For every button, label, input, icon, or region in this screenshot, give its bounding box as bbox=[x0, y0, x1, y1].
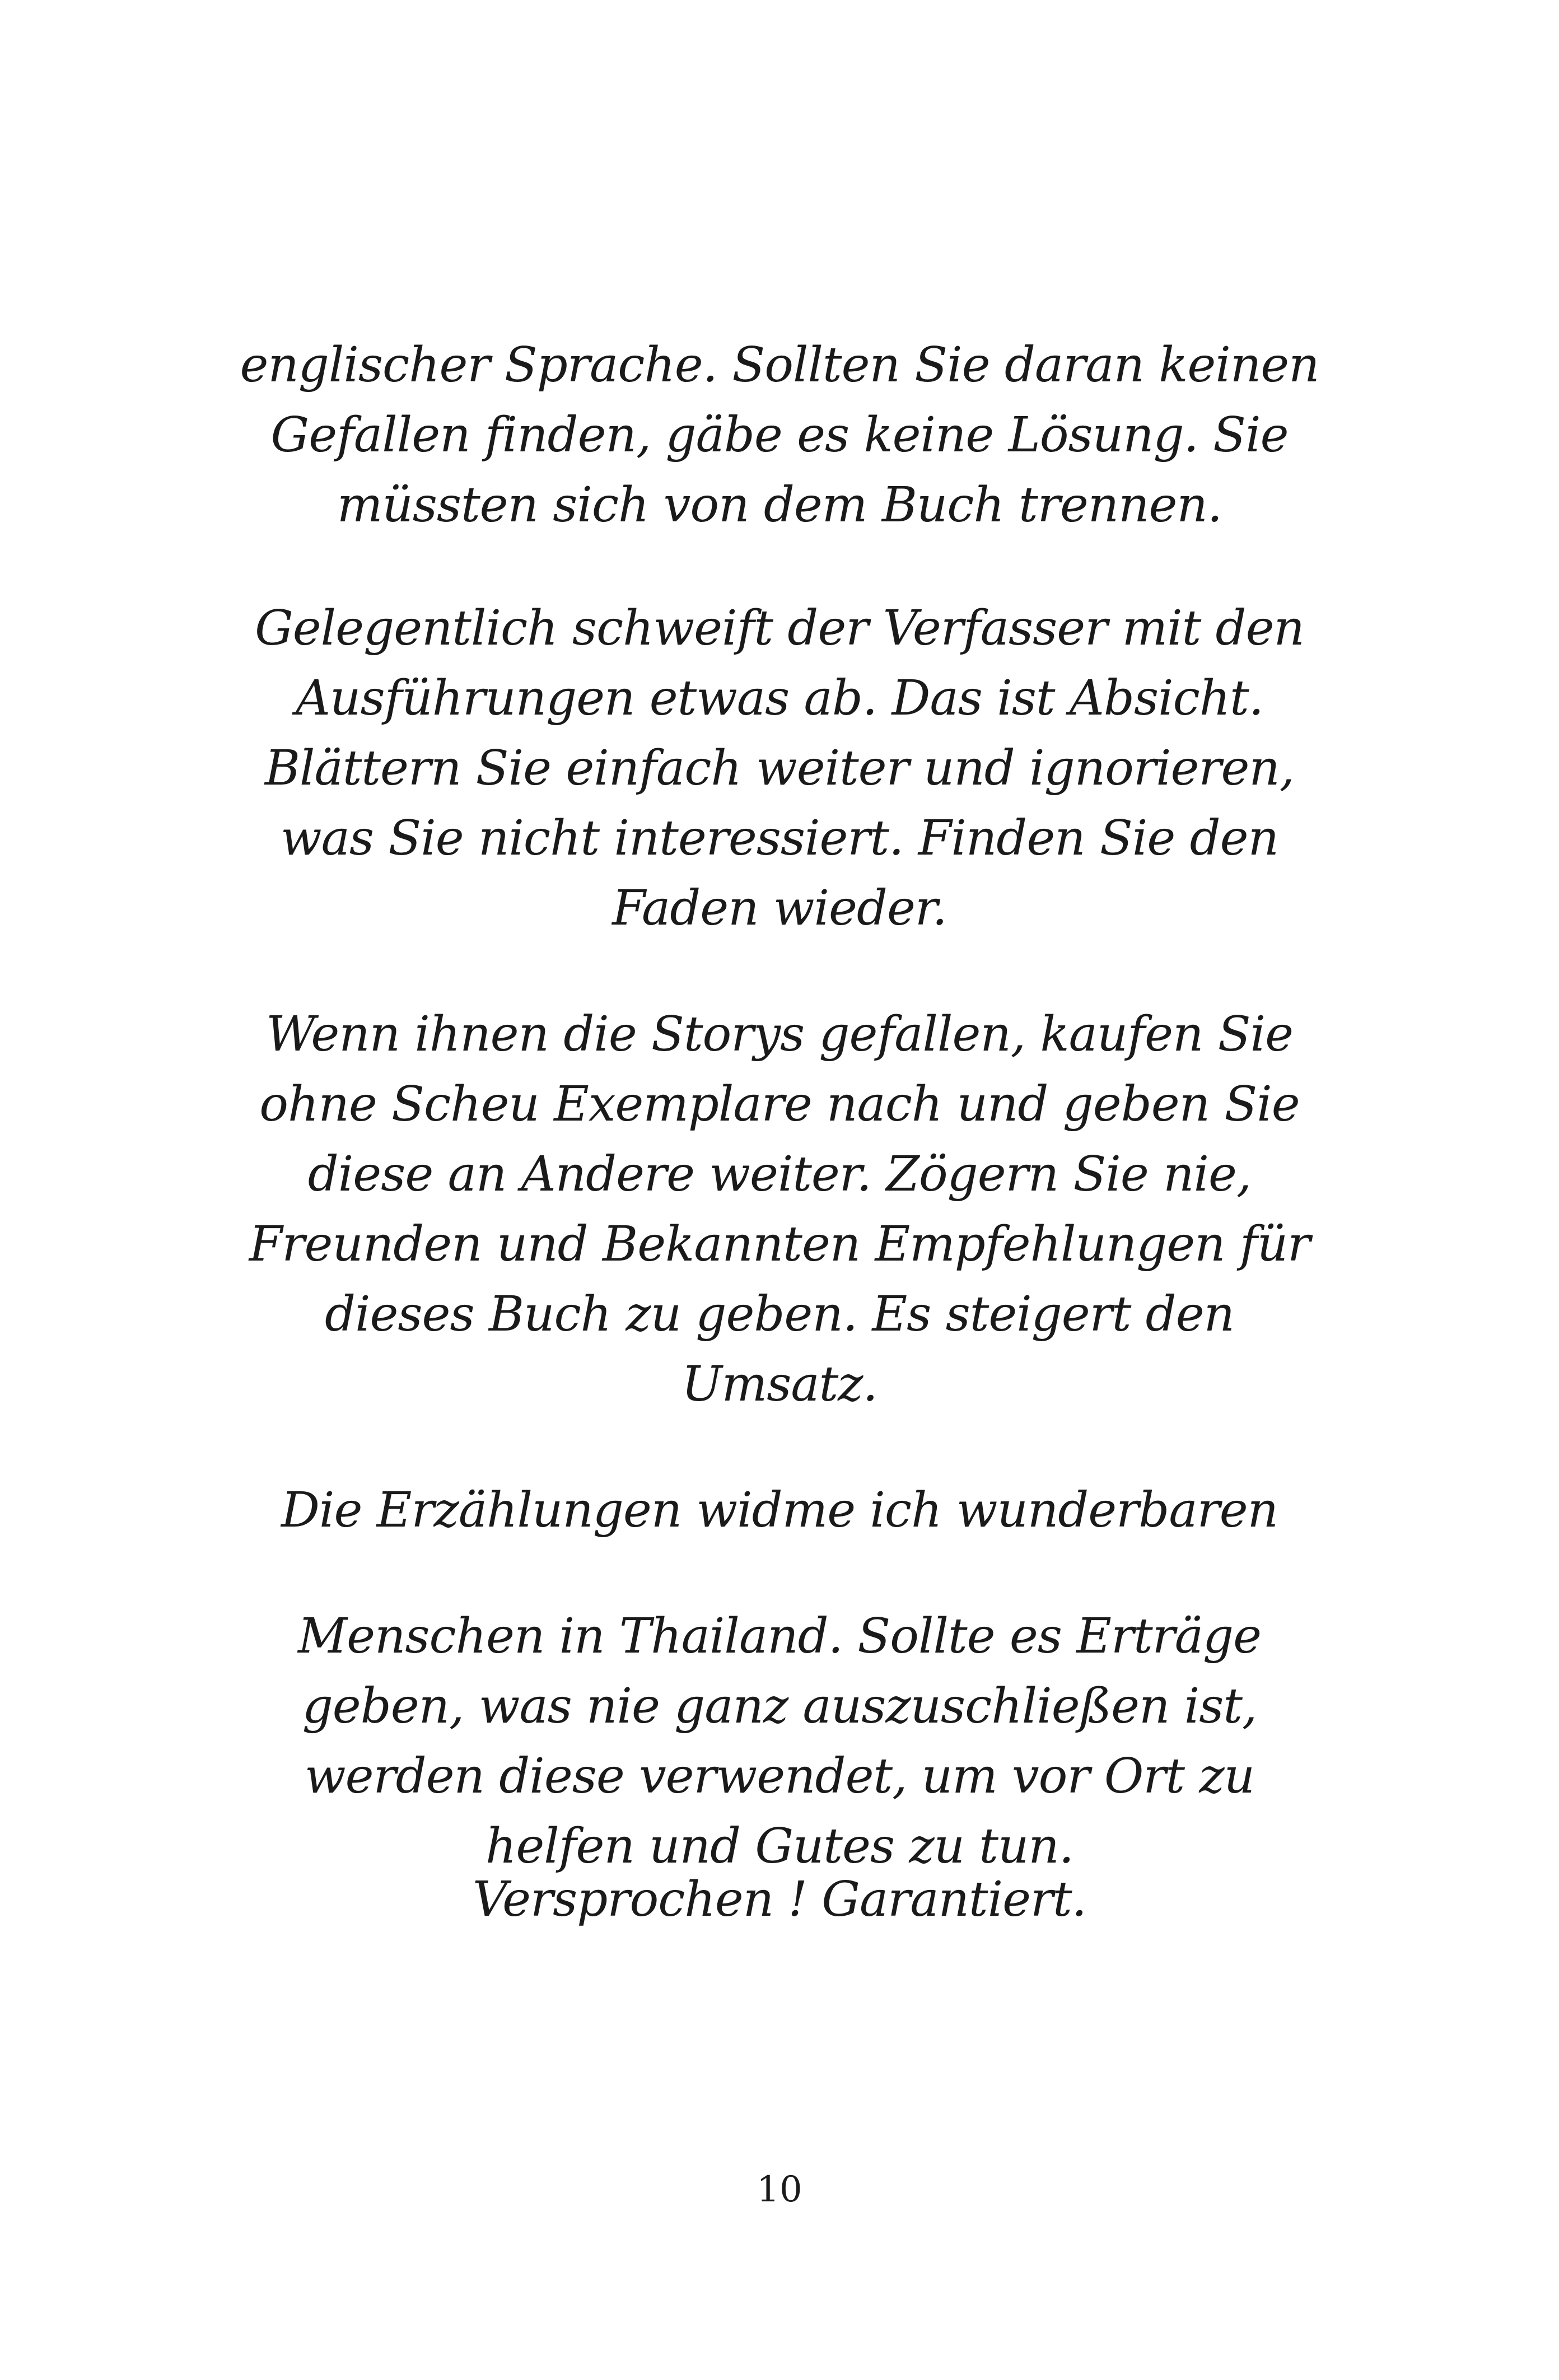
text-line: Gelegentlich schweift der Verfasser mit den bbox=[255, 600, 1304, 656]
text-line: Die Erzählungen widme ich wunderbaren bbox=[281, 1482, 1278, 1538]
paragraph-dedication bbox=[220, 1476, 1339, 1546]
text-line: Menschen in Thailand. Sollte es Erträge bbox=[298, 1608, 1261, 1664]
text-line: ohne Scheu Exemplare nach und geben Sie bbox=[259, 1076, 1300, 1132]
paragraph-reading-language bbox=[220, 330, 1339, 540]
text-line: Gefallen finden, gäbe es keine Lösung. Sie bbox=[270, 407, 1289, 463]
text-line: müssten sich von dem Buch trennen. bbox=[337, 477, 1222, 533]
text-line: Versprochen ! Garantiert. bbox=[472, 1872, 1087, 1928]
page-number: 10 bbox=[757, 2169, 802, 2210]
text-line: helfen und Gutes zu tun. bbox=[485, 1818, 1074, 1874]
text-line: Faden wieder. bbox=[612, 880, 947, 936]
text-line: Umsatz. bbox=[682, 1356, 877, 1412]
text-line: Ausführungen etwas ab. Das ist Absicht. bbox=[295, 670, 1264, 726]
paragraph-recommendation bbox=[220, 1000, 1339, 1420]
text-line: geben, was nie ganz auszuschließen ist, bbox=[302, 1678, 1257, 1734]
text-line: Freunden und Bekannten Empfehlungen für bbox=[249, 1216, 1310, 1272]
text-line: englischer Sprache. Sollten Sie daran keinen bbox=[240, 337, 1319, 393]
paragraph-digressions bbox=[220, 594, 1339, 944]
text-line: Blättern Sie einfach weiter und ignorieren, bbox=[264, 740, 1295, 796]
text-line: was Sie nicht interessiert. Finden Sie den bbox=[281, 810, 1278, 866]
text-line: dieses Buch zu geben. Es steigert den bbox=[324, 1286, 1235, 1342]
paragraph-proceeds bbox=[220, 1602, 1339, 1882]
text-line: werden diese verwendet, um vor Ort zu bbox=[304, 1748, 1255, 1804]
paragraph-promise bbox=[220, 1865, 1339, 1935]
text-line: Wenn ihnen die Storys gefallen, kaufen Sie bbox=[265, 1006, 1294, 1062]
text-line: diese an Andere weiter. Zögern Sie nie, bbox=[307, 1146, 1252, 1202]
